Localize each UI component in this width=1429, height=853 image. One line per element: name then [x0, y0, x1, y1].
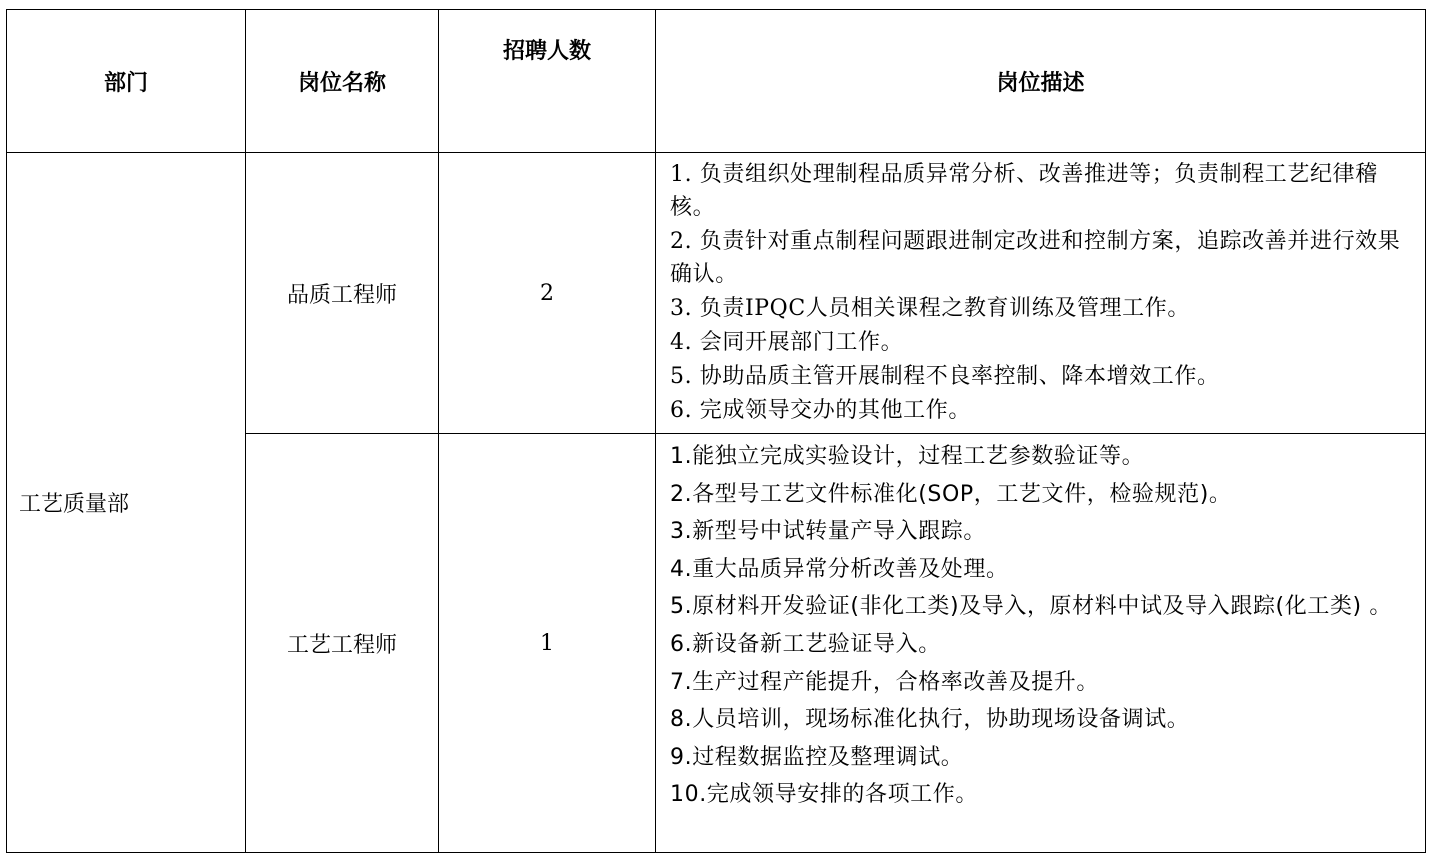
description-cell [656, 434, 1426, 853]
duty-item: 2. 负责针对重点制程问题跟进制定改进和控制方案，追踪改善并进行效果确认。 [670, 229, 1401, 287]
duty-item: 7.生产过程产能提升，合格率改善及提升。 [670, 669, 1099, 695]
duty-item: 2.各型号工艺文件标准化(SOP，工艺文件，检验规范)。 [670, 481, 1232, 507]
duty-item: 5. 协助品质主管开展制程不良率控制、降本增效工作。 [670, 364, 1220, 389]
duty-item: 3.新型号中试转量产导入跟踪。 [670, 519, 986, 545]
duty-item: 5.原材料开发验证(非化工类)及导入，原材料中试及导入跟踪(化工类) 。 [670, 594, 1392, 620]
duty-item: 10.完成领导安排的各项工作。 [670, 782, 978, 808]
header-dept: 部门 [7, 10, 246, 153]
description-cell [656, 153, 1426, 434]
recruitment-table [6, 9, 1426, 853]
duty-item: 4.重大品质异常分析改善及处理。 [670, 556, 1009, 582]
header-row [7, 10, 1426, 153]
count-cell: 2 [439, 153, 656, 434]
duty-item: 1.能独立完成实验设计，过程工艺参数验证等。 [670, 444, 1145, 469]
duty-item: 1. 负责组织处理制程品质异常分析、改善推进等；负责制程工艺纪律稽核。 [670, 162, 1378, 220]
duty-item: 3. 负责IPQC人员相关课程之教育训练及管理工作。 [670, 296, 1190, 321]
duty-item: 6.新设备新工艺验证导入。 [670, 631, 941, 657]
header-count: 招聘人数 [439, 10, 656, 153]
position-cell: 品质工程师 [246, 153, 439, 434]
position-cell: 工艺工程师 [246, 434, 439, 853]
table-row [7, 153, 1426, 434]
header-position: 岗位名称 [246, 10, 439, 153]
header-description: 岗位描述 [656, 10, 1426, 153]
duty-item: 8.人员培训，现场标准化执行，协助现场设备调试。 [670, 707, 1190, 733]
duty-item: 4. 会同开展部门工作。 [670, 330, 904, 355]
count-cell: 1 [439, 434, 656, 853]
duty-item: 9.过程数据监控及整理调试。 [670, 744, 964, 770]
department-cell: 工艺质量部 [7, 153, 246, 853]
duty-item: 6. 完成领导交办的其他工作。 [670, 398, 971, 423]
